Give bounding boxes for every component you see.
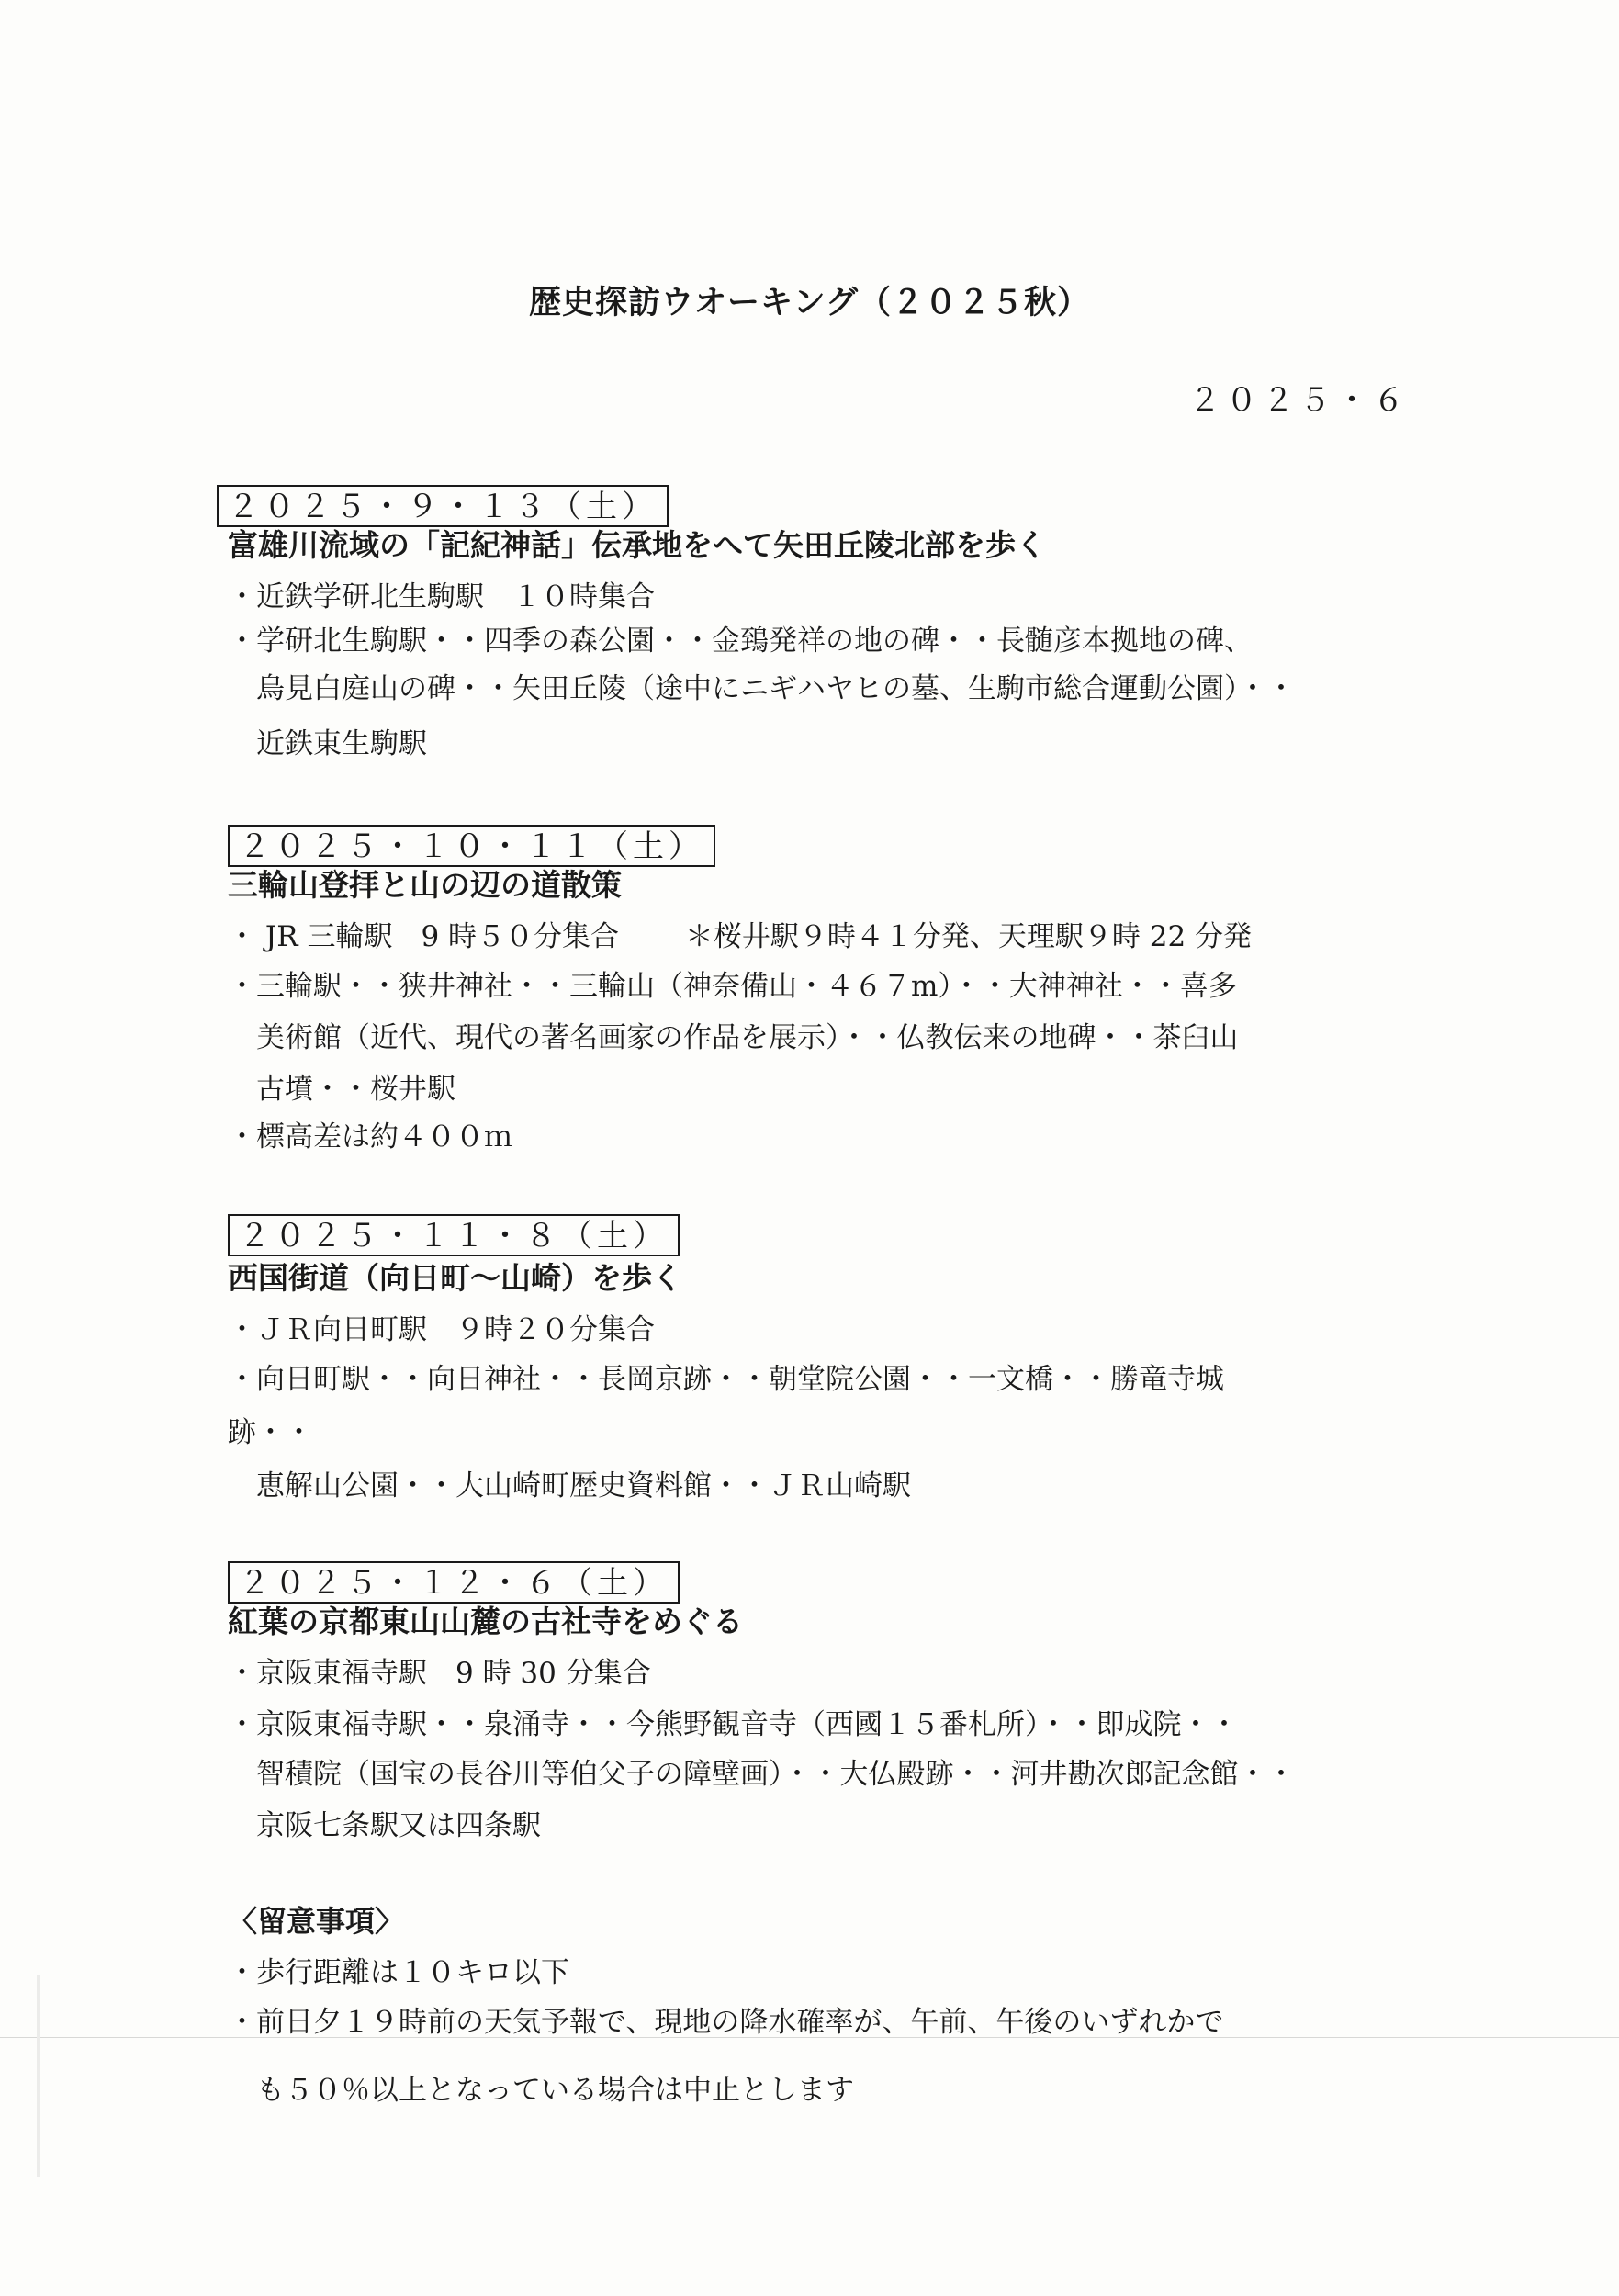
event-heading-3: 西国街道（向日町～山崎）を歩く [228,1260,682,1296]
event-line: ・京阪東福寺駅 9 時 30 分集合 [228,1657,651,1690]
event-line: ・向日町駅・・向日神社・・長岡京跡・・朝堂院公園・・一文橋・・勝竜寺城 [228,1363,1224,1396]
event-line: ・三輪駅・・狭井神社・・三輪山（神奈備山・４６７m）・・大神神社・・喜多 [228,970,1237,1003]
issue-date: ２０２５・６ [1189,382,1410,419]
event-line: 跡・・ [228,1416,313,1449]
event-line: 智積院（国宝の長谷川等伯父子の障壁画）・・大仏殿跡・・河井勘次郎記念館・・ [228,1758,1296,1791]
event-line: 京阪七条駅又は四条駅 [228,1809,541,1842]
event-heading-1: 富雄川流域の「記紀神話」伝承地をへて矢田丘陵北部を歩く [228,527,1046,563]
notes-line: ・前日夕１９時前の天気予報で、現地の降水確率が、午前、午後のいずれかで [228,2006,1224,2039]
event-line: ・ JR 三輪駅 9 時５０分集合 ＊桜井駅９時４１分発、天理駅９時 22 分発 [228,920,1253,953]
event-line: ・ＪＲ向日町駅 ９時２０分集合 [228,1313,655,1346]
event-heading-2: 三輪山登拝と山の辺の道散策 [228,867,622,903]
event-date-1: ２０２５・９・１３（土） [217,485,669,527]
event-line: 美術館（近代、現代の著名画家の作品を展示）・・仏教伝来の地碑・・茶臼山 [228,1021,1239,1054]
notes-heading: 〈留意事項〉 [228,1904,405,1939]
event-date-3: ２０２５・１１・８（土） [228,1214,680,1256]
event-line: 古墳・・桜井駅 [228,1073,455,1106]
event-line: 恵解山公園・・大山崎町歴史資料館・・ＪＲ山崎駅 [228,1469,911,1503]
event-line: 近鉄東生駒駅 [228,727,427,760]
event-date-4: ２０２５・１２・６（土） [228,1561,680,1604]
scan-smudge [37,1975,40,2177]
event-line: ・京阪東福寺駅・・泉涌寺・・今熊野観音寺（西國１５番札所）・・即成院・・ [228,1708,1239,1741]
event-heading-4: 紅葉の京都東山山麓の古社寺をめぐる [228,1604,743,1639]
notes-line: も５０％以上となっている場合は中止とします [228,2074,854,2107]
event-date-2: ２０２５・１０・１１（土） [228,825,715,867]
event-line: ・近鉄学研北生駒駅 １０時集合 [228,580,655,613]
event-line: 鳥見白庭山の碑・・矢田丘陵（途中にニギハヤヒの墓、生駒市総合運動公園）・・ [228,672,1296,705]
page-title: 歴史探訪ウオーキング（２０２５秋） [529,284,1090,321]
event-line: ・学研北生駒駅・・四季の森公園・・金鵄発祥の地の碑・・長髄彦本拠地の碑、 [228,625,1253,658]
event-line: ・標高差は約４００ｍ [228,1120,512,1154]
notes-line: ・歩行距離は１０キロ以下 [228,1956,569,1989]
